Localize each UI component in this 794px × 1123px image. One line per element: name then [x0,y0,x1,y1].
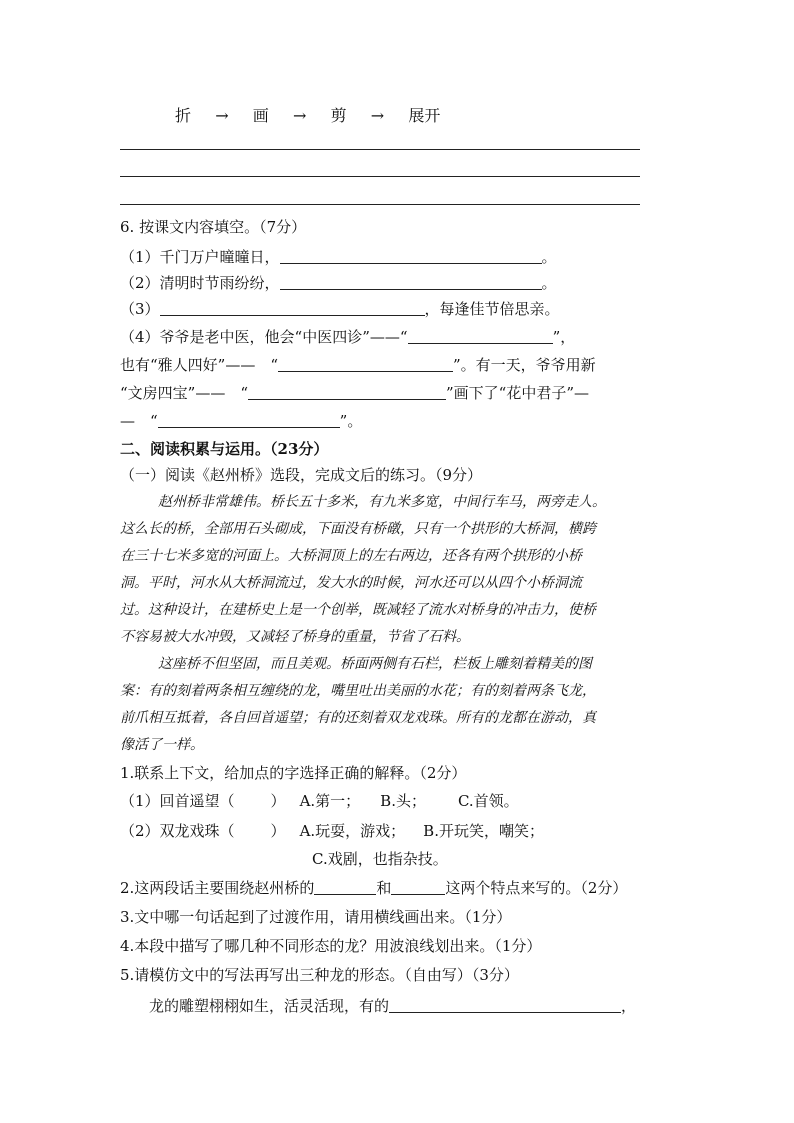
step-unfold: 展开 [408,106,441,125]
answer-line-1[interactable] [120,149,640,150]
question-5: 5.请模仿文中的写法再写出三种龙的形态。（自由写）（3分） [120,966,519,984]
answer-line-3[interactable] [120,204,640,205]
step-cut: 剪 [330,106,347,125]
option-a: A.第一； [299,792,361,810]
fill-blank[interactable] [280,273,542,290]
arrow-icon: → [293,106,307,125]
option-b: B.开玩笑，嘲笑； [423,822,544,840]
fill-blank[interactable] [158,411,340,428]
fill-blank[interactable] [280,247,542,264]
option-b: B.头； [380,792,426,810]
passage-line: 不容易被大水冲毁，又减轻了桥身的重量，节省了石料。 [120,629,470,645]
q6-line-5: 也有“雅人四好”—— “ ”。有一天，爷爷用新 [120,356,596,374]
fill-blank[interactable] [389,996,621,1013]
passage-line: 在三十七米多宽的河面上。大桥洞顶上的左右两边，还各有两个拱形的小桥 [120,548,582,564]
q6-line-1: （1）千门万户曈曈日， 。 [120,248,557,266]
fill-blank[interactable] [160,299,425,316]
fill-blank[interactable] [248,383,446,400]
passage-line: 这座桥不但坚固，而且美观。桥面两侧有石栏，栏板上雕刻着精美的图 [158,656,592,672]
question-5-answer: 龙的雕塑栩栩如生，活灵活现，有的 ， [149,997,637,1015]
question-4: 4.本段中描写了哪几种不同形态的龙？用波浪线划出来。（1分） [120,937,542,955]
option-c: C.戏剧，也指杂技。 [312,850,448,868]
option-a: A.玩耍，游戏； [299,822,406,840]
q6-line-4: （4）爷爷是老中医，他会“中医四诊”——“ ”， [120,328,576,346]
step-draw: 画 [252,106,269,125]
question-3: 3.文中哪一句话起到了过渡作用，请用横线画出来。（1分） [120,908,512,926]
question-2: 2.这两段话主要围绕赵州桥的 和 这两个特点来写的。（2分） [120,879,628,897]
section-2-title: 二、阅读积累与运用。（23分） [120,440,329,458]
step-fold: 折 [175,106,192,125]
answer-line-2[interactable] [120,176,640,177]
passage-line: 案：有的刻着两条相互缠绕的龙，嘴里吐出美丽的水花；有的刻着两条飞龙， [120,683,596,699]
passage-line: 像活了一样。 [120,737,204,753]
arrow-icon: → [370,106,385,125]
passage-line: 赵州桥非常雄伟。桥长五十多米，有九米多宽，中间行车马，两旁走人。 [158,494,606,510]
q6-line-7: — “ ”。 [120,412,363,430]
q6-line-6: “文房四宝”—— “ ”画下了“花中君子”— [120,384,590,402]
q6-title: 6. 按课文内容填空。（7分） [120,218,307,236]
arrow-icon: → [215,106,229,125]
question-1: 1.联系上下文，给加点的字选择正确的解释。（2分） [120,764,467,782]
passage-line: 这么长的桥，全部用石头砌成，下面没有桥礅，只有一个拱形的大桥洞，横跨 [120,521,596,537]
fill-blank[interactable] [278,355,453,372]
fill-blank[interactable] [391,878,445,895]
passage-line: 洞。平时，河水从大桥洞流过，发大水的时候，河水还可以从四个小桥洞流 [120,575,582,591]
part-1-title: （一）阅读《赵州桥》选段，完成文后的练习。（9分） [120,466,483,484]
q6-line-3: （3） ，每逢佳节倍思亲。 [120,300,560,318]
fill-blank[interactable] [408,327,553,344]
steps-line [175,106,440,126]
question-1b: （2）双龙戏珠（ ） A.玩耍，游戏； B.开玩笑，嘲笑； [120,822,544,840]
passage-line: 过。这种设计，在建桥史上是一个创举，既减轻了流水对桥身的冲击力，使桥 [120,602,596,618]
question-1a: （1）回首遥望（ ） A.第一； B.头； C.首领。 [120,792,519,810]
option-c: C.首领。 [457,792,519,810]
passage-line: 前爪相互抵着，各自回首遥望；有的还刻着双龙戏珠。所有的龙都在游动，真 [120,710,596,726]
fill-blank[interactable] [314,878,376,895]
q6-line-2: （2）清明时节雨纷纷， 。 [120,274,557,292]
